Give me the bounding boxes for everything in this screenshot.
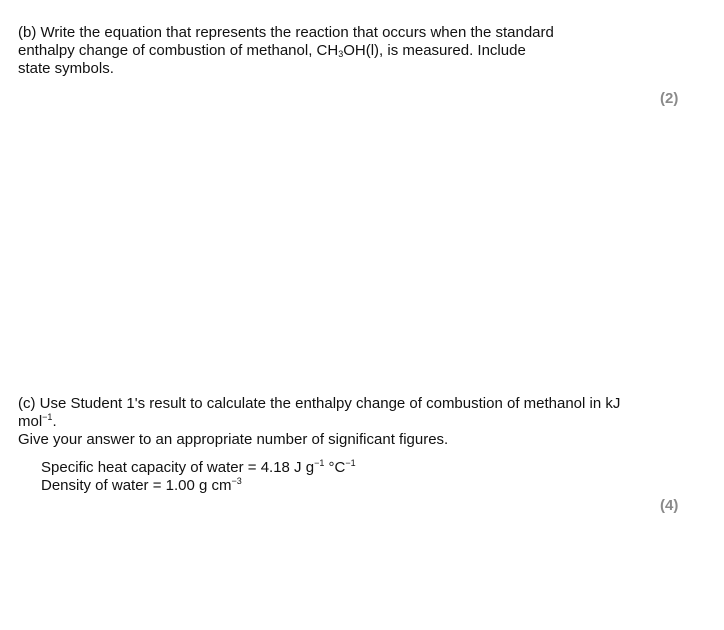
- question-c-line-1: (c) Use Student 1's result to calculate the enthalpy change of combustion of methanol in kJ: [18, 395, 621, 412]
- shc-superscript-2: −1: [345, 458, 356, 468]
- question-b-line-3: state symbols.: [18, 60, 114, 77]
- shc-superscript-1: −1: [314, 458, 325, 468]
- period: .: [52, 413, 57, 430]
- question-c-line-3: Give your answer to an appropriate number of significant figures.: [18, 431, 449, 448]
- superscript-minus-1: −1: [42, 412, 53, 422]
- specific-heat-capacity: [41, 459, 356, 477]
- question-c: [18, 395, 620, 449]
- marks-c: (4): [660, 497, 679, 514]
- subscript-3: 3: [338, 49, 344, 59]
- marks-b: (2): [660, 90, 679, 107]
- data-block: [41, 459, 356, 495]
- unit-mol: mol: [18, 413, 43, 430]
- density-text: Density of water = 1.00 g cm: [41, 477, 232, 494]
- density-of-water: [41, 477, 356, 495]
- question-b-line-2-end: OH(l), is measured. Include: [343, 42, 526, 59]
- question-b: [18, 24, 554, 78]
- shc-text: Specific heat capacity of water = 4.18 J g: [41, 459, 315, 476]
- shc-degree-c: °C: [324, 459, 346, 476]
- density-superscript: −3: [231, 476, 242, 486]
- question-c-line-2: [18, 413, 620, 431]
- question-b-line-2-text: enthalpy change of combustion of methanol, CH: [18, 42, 339, 59]
- question-b-line-1: (b) Write the equation that represents the reaction that occurs when the standard: [18, 24, 554, 41]
- question-b-line-2: [18, 42, 554, 60]
